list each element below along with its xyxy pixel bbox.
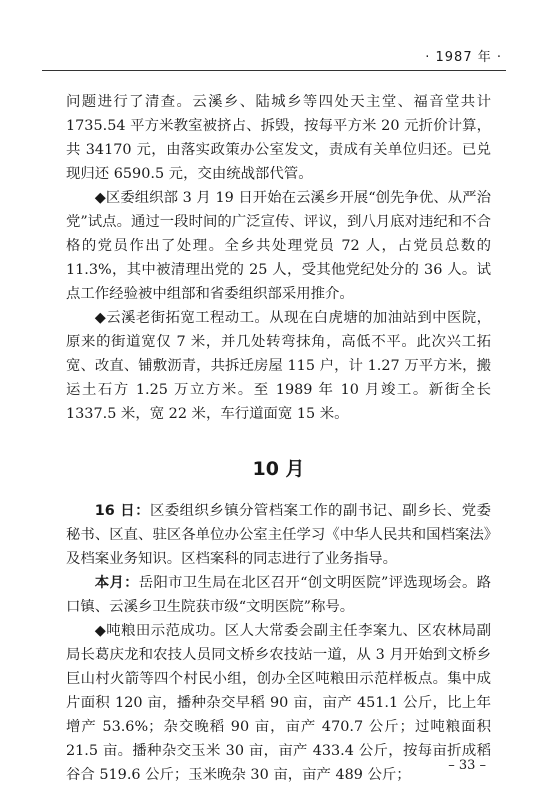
paragraph-ton-grain: ◆吨粮田示范成功。区人大常委会副主任李案九、区农林局副局长葛庆龙和农技人员同文桥乡农技站一道，从 3 月开始到文桥乡巨山村火箭等四个村民小组，创办全区吨粮田示范样板点。集中成片面积 120 亩，播种杂交早稻 90 亩，亩产 451.1 公斤，比上年增产 53.6%；杂交晚稻 90 亩，亩产 470.7 公斤；过吨粮面积 21.5 亩。播种杂交玉米 30 亩，亩产 433.4 公斤，按每亩折成稻谷合 519.6 公斤；玉米晚杂 30 亩，亩产 489 公斤； [66, 622, 491, 783]
paragraph-continued: 问题进行了清查。云溪乡、陆城乡等四处天主堂、福音堂共计 1735.54 平方米教室被挤占、拆毁，按每平方米 20 元折价计算，共 34170 元，由落实政策办公室发文，责成有关单位归还。已兑现归还 6590.5 元，交由统战部代管。 [66, 94, 491, 182]
paragraph-party-pilot: ◆区委组织部 3 月 19 日开始在云溪乡开展“创先争优、从严治党”试点。通过一段时间的广泛宣传、评议，到八月底对违纪和不合格的党员作出了处理。全乡共处理党员 72 人，占党员总数的 11.3%，其中被清理出党的 25 人，受其他党纪处分的 36 人。试点工作经验被中组部和省委组织部采用推介。 [66, 189, 491, 302]
entry-this-month: 本月：岳阳市卫生局在北区召开“创文明医院”评选现场会。路口镇、云溪乡卫生院获市级“文明医院”称号。 [66, 575, 491, 615]
header-year: · 1987 年 · [425, 50, 502, 65]
bullet-icon: ◆ [94, 309, 107, 326]
paragraph-street-widening: ◆云溪老街拓宽工程动工。从现在白虎塘的加油站到中医院，原来的街道宽仅 7 米，并几处转弯抹角，高低不平。此次兴工拓宽、改直、铺敷沥青，共拆迁房屋 115 户，计 1.27 万平方米，搬运土石方 1.25 万立方米。至 1989 年 10 月竣工。新街全长 1337.5 米，宽 22 米，车行道面宽 15 米。 [66, 309, 491, 422]
header-rule [42, 70, 506, 71]
section-title: 10 月 [252, 458, 305, 480]
page-content [66, 90, 491, 787]
bullet-icon: ◆ [94, 622, 107, 639]
entry-label: 本月： [94, 575, 139, 591]
bullet-icon: ◆ [94, 189, 106, 206]
entry-16: 16 日：区委组织乡镇分管档案工作的副书记、副乡长、党委秘书、区直、驻区各单位办公室主任学习《中华人民共和国档案法》及档案业务知识。区档案科的同志进行了业务指导。 [66, 503, 491, 567]
page-number: – 33 – [448, 758, 486, 773]
entry-label: 16 日： [94, 503, 150, 519]
